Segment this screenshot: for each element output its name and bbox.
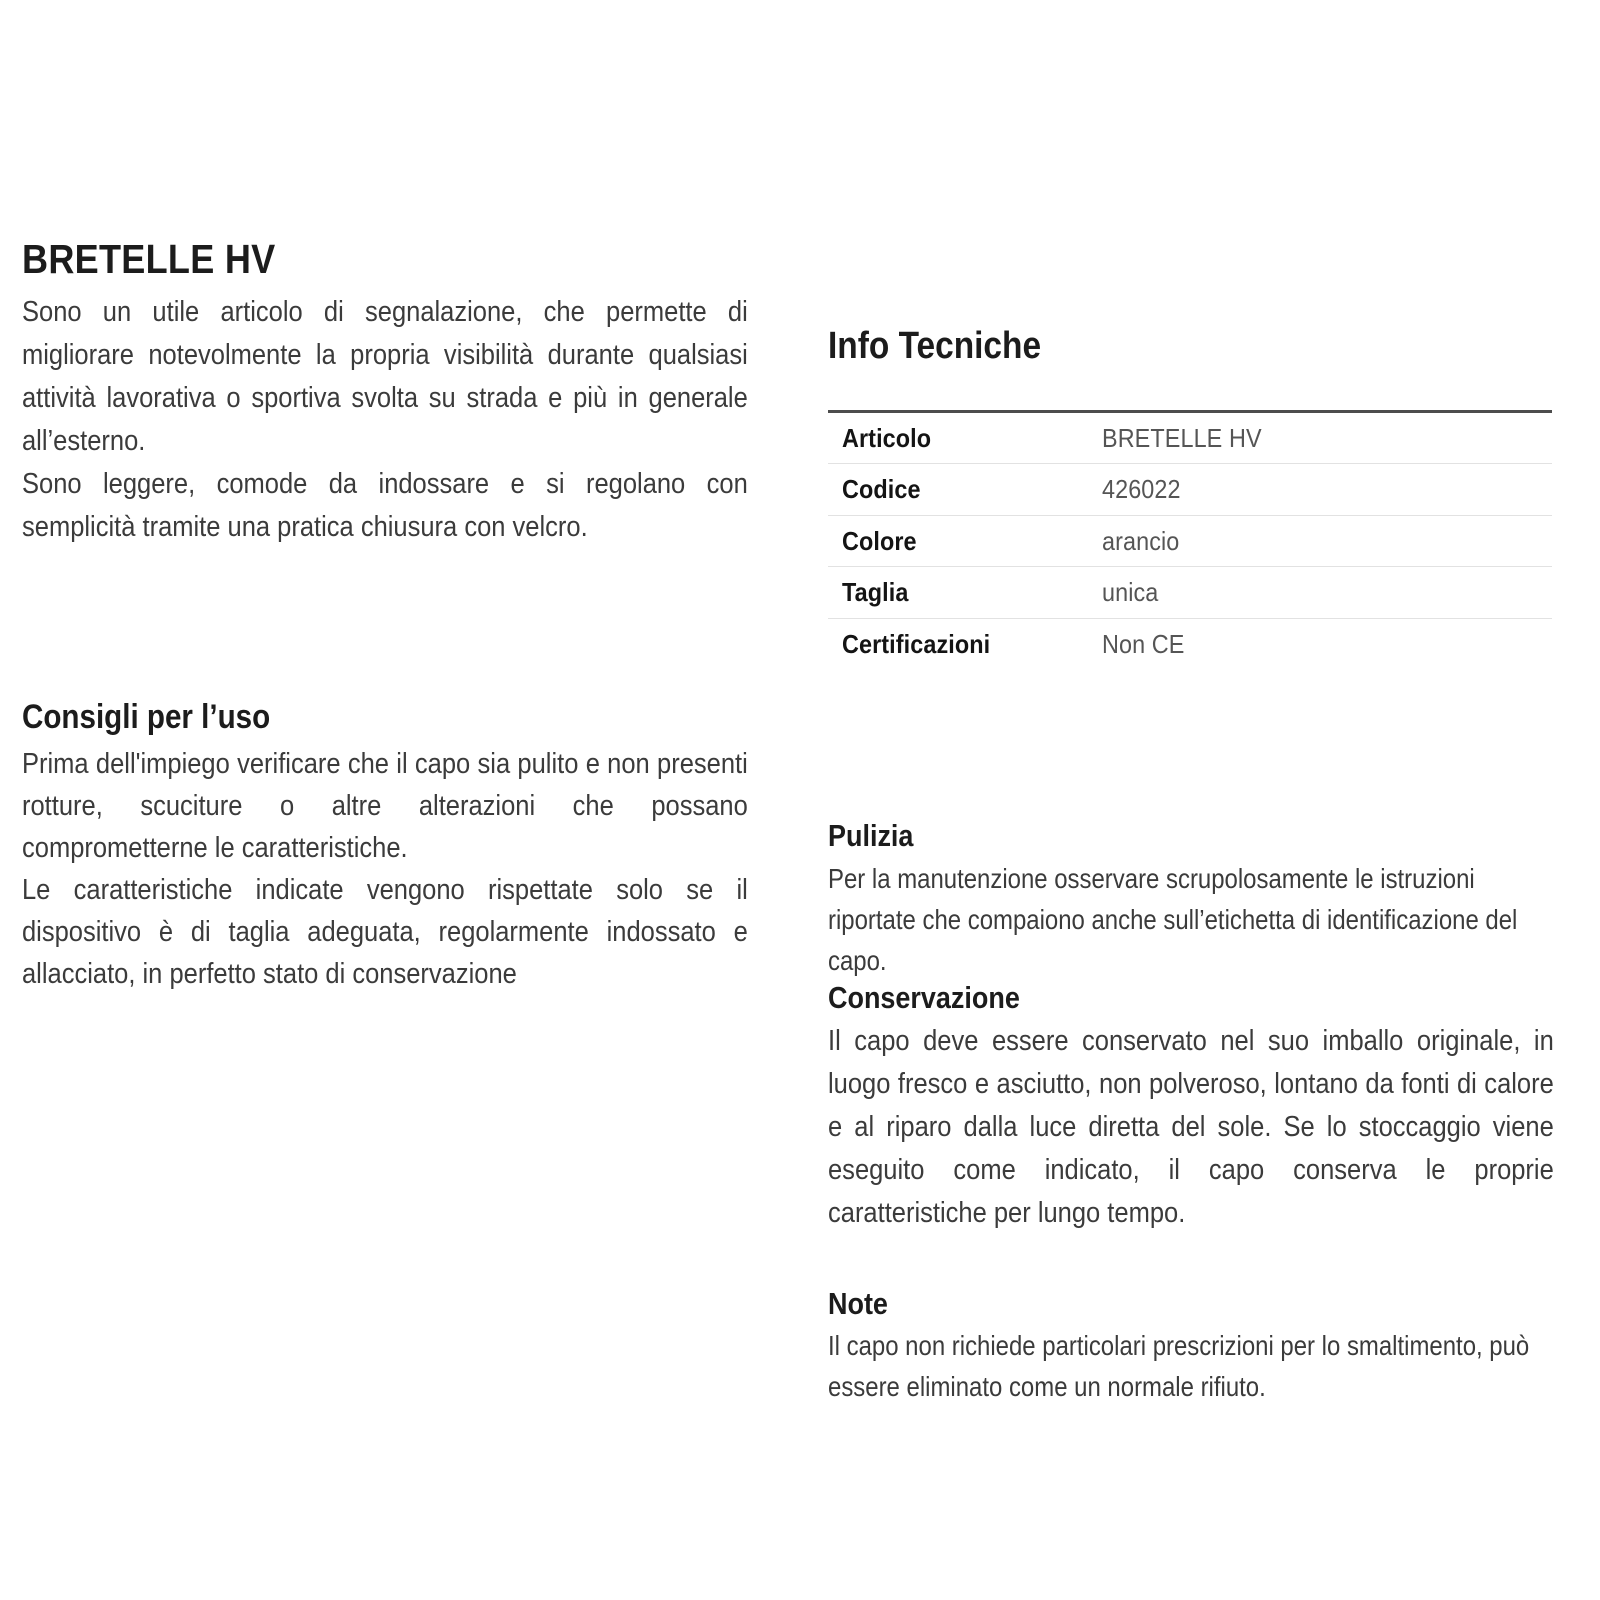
usage-paragraph-1: Prima dell'impiego verificare che il capo sia pulito e non presenti rotture, scuciture o altre alterazioni che possano comprometterne le caratteristiche.	[22, 747, 748, 864]
table-cell-label	[828, 464, 1100, 516]
tech-info-table	[828, 413, 1552, 670]
table-label-taglia: Taglia	[842, 577, 909, 608]
table-row	[828, 515, 1552, 567]
table-label-articolo: Articolo	[842, 422, 932, 453]
table-cell-label	[828, 618, 1100, 669]
tech-info-heading: Info Tecniche	[828, 325, 1042, 367]
table-cell-value	[1100, 567, 1552, 619]
table-label-colore: Colore	[842, 525, 917, 556]
cleaning-paragraph: Per la manutenzione osservare scrupolosamente le istruzioni riportate che compaiono anche sull’etichetta di identificazione del capo.	[828, 863, 1518, 977]
table-row	[828, 413, 1552, 464]
table-cell-value	[1100, 515, 1552, 567]
table-label-codice: Codice	[842, 474, 921, 505]
table-cell-value	[1100, 618, 1552, 669]
storage-paragraph: Il capo deve essere conservato nel suo imballo originale, in luogo fresco e asciutto, non polveroso, lontano da fonti di calore e al riparo dalla luce diretta del sole. Se lo stoccaggio viene eseguito come indicato, il capo conserva le proprie caratteristiche per lungo tempo.	[828, 1024, 1554, 1229]
notes-heading: Note	[828, 1285, 888, 1321]
intro-paragraph-1: Sono un utile articolo di segnalazione, che permette di migliorare notevolmente la propria visibilità durante qualsiasi attività lavorativa o sportiva svolta su strada e più in generale all’esterno.	[22, 296, 748, 458]
table-row	[828, 464, 1552, 516]
table-value-certificazioni: Non CE	[1102, 628, 1185, 659]
table-cell-value	[1100, 413, 1552, 464]
table-cell-label	[828, 515, 1100, 567]
left-column	[22, 238, 748, 995]
table-value-taglia: unica	[1102, 577, 1159, 608]
table-label-certificazioni: Certificazioni	[842, 628, 991, 659]
table-value-articolo: BRETELLE HV	[1102, 422, 1262, 453]
usage-heading: Consigli per l’uso	[22, 698, 271, 737]
storage-heading: Conservazione	[828, 980, 1020, 1016]
usage-paragraph-2: Le caratteristiche indicate vengono rispettate solo se il dispositivo è di taglia adeguata, regolarmente indossato e allacciato, in perfetto stato di conservazione	[22, 873, 748, 990]
table-cell-label	[828, 567, 1100, 619]
page-title: BRETELLE HV	[22, 236, 276, 282]
table-value-codice: 426022	[1102, 474, 1181, 505]
cleaning-heading: Pulizia	[828, 818, 914, 854]
table-cell-value	[1100, 464, 1552, 516]
right-column	[828, 326, 1554, 1407]
notes-paragraph: Il capo non richiede particolari prescrizioni per lo smaltimento, può essere eliminato come un normale rifiuto.	[828, 1330, 1530, 1403]
section-spacer	[828, 669, 1554, 819]
section-spacer	[22, 549, 748, 699]
table-cell-label	[828, 413, 1100, 464]
table-row	[828, 567, 1552, 619]
note-spacer	[828, 1235, 1554, 1287]
table-row	[828, 618, 1552, 669]
table-value-colore: arancio	[1102, 525, 1180, 556]
intro-paragraph-2: Sono leggere, comode da indossare e si regolano con semplicità tramite una pratica chiusura con velcro.	[22, 468, 748, 544]
tech-info-table-body	[828, 413, 1552, 670]
